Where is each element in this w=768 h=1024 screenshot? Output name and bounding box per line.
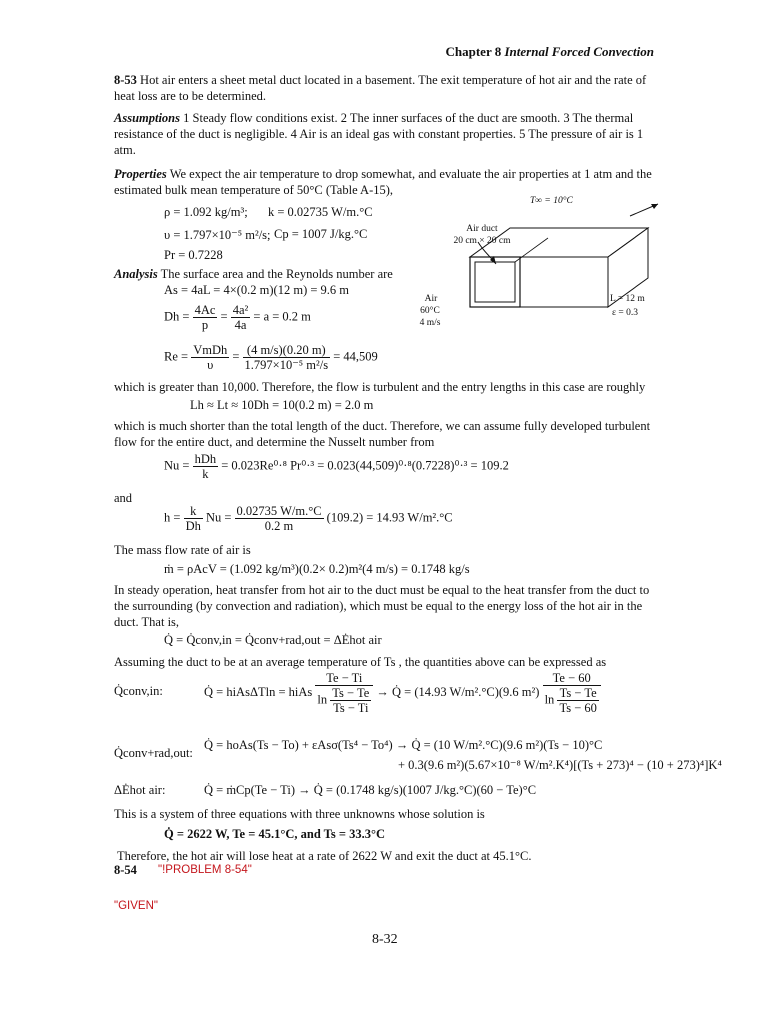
heat-transfer-coefficient-eq: [164, 504, 453, 533]
conv-mid: → Q̇ = (14.93 W/m².°C)(9.6 m²): [376, 684, 540, 699]
nu-frac: $\frac{\text{hDh}}{k}$: [194, 452, 217, 481]
conv-ln-2: ln $\frac{Ts - Te}{Ts - 60}$: [544, 686, 597, 715]
entry-length-eq: Lh ≈ Lt ≈ 10Dh = 10(0.2 m) = 2.0 m: [190, 398, 374, 412]
reynolds-eq: Re = $\frac{\text{VmDh}}{\upsilon}$ = $\frac{(4 m/s)(0.20 m)}{\text{1.797×10⁻⁵ m²/s}}$ = 44,509: [164, 343, 378, 372]
chapter-number: Chapter 8: [445, 44, 502, 59]
energy-balance-eq: Q̇ = Q̇conv,in = Q̇conv+rad,out = ΔĖhot air: [164, 633, 382, 647]
properties-text: We expect the air temperature to drop somewhat, and evaluate the air properties at 1 atm and the estimated bulk mean temperature of 50°C (Table A-15),: [114, 167, 652, 197]
conv-rad-out-eq-line1: Q̇ = hoAs(Ts − To) + εAsσ(Ts⁴ − To⁴) → Q̇ = (10 W/m².°C)(9.6 m²)(Ts − 10)°C: [204, 738, 603, 752]
assumptions: [114, 110, 659, 158]
dh-rhs: = a = 0.2 m: [253, 309, 311, 324]
system-text: This is a system of three equations with three unknowns whose solution is: [114, 807, 485, 821]
conclusion-text: Therefore, the hot air will lose heat at a rate of 2622 W and exit the duct at 45.1°C.: [117, 849, 532, 863]
steady-operation-text: In steady operation, heat transfer from hot air to the duct must be equal to the heat transfer from the duct to the surrounding (by convection and radiation), which must be equal to the energy loss of the hot air in the duct. That is,: [114, 583, 650, 629]
fully-developed-text: which is much shorter than the total length of the duct. Therefore, we can assume fully developed turbulent flow for the entire duct, and determine the Nusselt number from: [114, 419, 651, 449]
page-number: 8-32: [372, 932, 398, 947]
duct-size: 20 cm × 20 cm: [453, 236, 511, 246]
analysis-intro: [114, 266, 444, 282]
nu-lhs: Nu =: [164, 458, 190, 473]
prop-rho: ρ = 1.092 kg/m³;: [164, 205, 248, 219]
hydraulic-diameter-eq: Dh = $\frac{4Ac}{p}$ = $\frac{\text{4a²}}{4a}$ = a = 0.2 m: [164, 303, 311, 332]
h-mid: Nu =: [205, 510, 232, 525]
prop-k: k = 0.02735 W/m.°C: [268, 205, 373, 219]
h-rhs: (109.2) = 14.93 W/m².°C: [326, 510, 453, 525]
emissivity: ε = 0.3: [612, 308, 638, 318]
duct-length: L = 12 m: [610, 294, 645, 304]
prop-nu: υ = 1.797×10⁻⁵ m²/s;: [164, 228, 271, 242]
conv-rad-out-eq-line2: + 0.3(9.6 m²)(5.67×10⁻⁸ W/m².K⁴)[(Ts + 273)⁴ − (10 + 273)⁴]K⁴: [398, 758, 722, 772]
conv-rad-out-label: Q̇conv+rad,out:: [114, 746, 193, 760]
mass-flow-text: The mass flow rate of air is: [114, 543, 251, 557]
prop-cp: Cp = 1007 J/kg.°C: [274, 227, 368, 241]
air-temp: 60°C: [420, 306, 440, 316]
next-problem-title: "!PROBLEM 8-54": [158, 864, 252, 876]
conv-in-eq: [204, 671, 601, 715]
conv-ln-frac-2: $\frac{Ts - Te}{Ts - 60}$: [559, 686, 597, 715]
solution-eq: Q̇ = 2622 W, Te = 45.1°C, and Ts = 33.3°C: [164, 827, 386, 841]
dh-lhs: Dh =: [164, 309, 190, 324]
re-rhs: = 44,509: [333, 349, 378, 364]
hot-air-eq: Q̇ = ṁCp(Te − Ti) → Q̇ = (0.1748 kg/s)(1007 J/kg.°C)(60 − Te)°C: [204, 783, 537, 797]
surface-area-eq: As = 4aL = 4×(0.2 m)(12 m) = 9.6 m: [164, 283, 350, 297]
problem-text: Hot air enters a sheet metal duct located in a basement. The exit temperature of hot air and the rate of heat loss are to be determined.: [114, 73, 647, 103]
duct-drawing: [420, 190, 680, 355]
analysis-text: The surface area and the Reynolds number are: [160, 267, 393, 281]
assumptions-label: Assumptions: [114, 111, 181, 125]
h-frac-2: $\frac{0.02735 W/m.^\circ C}{0.2 m}$: [236, 504, 322, 533]
re-frac-2: $\frac{(4 m/s)(0.20 m)}{\text{1.797×10⁻⁵ m²/s}}$: [244, 343, 329, 372]
chapter-title: Internal Forced Convection: [504, 44, 654, 59]
duct-label: Air duct: [466, 224, 498, 234]
conv-ln-frac-1: $\frac{Ts - Te}{Ts - Ti}$: [332, 686, 370, 715]
prop-pr: Pr = 0.7228: [164, 248, 223, 262]
turbulent-text: which is greater than 10,000. Therefore, the flow is turbulent and the entry lengths in this case are roughly: [114, 380, 646, 394]
dh-frac-2: $\frac{\text{4a²}}{4a}$: [232, 303, 249, 332]
dh-frac-1: $\frac{4Ac}{p}$: [194, 303, 216, 332]
problem-statement: [114, 72, 659, 104]
duct-front-face: [470, 257, 520, 307]
analysis-label: Analysis: [114, 267, 158, 281]
page-header: [446, 44, 655, 60]
nusselt-eq: [164, 452, 509, 481]
hot-air-label: ΔĖhot air:: [114, 783, 166, 797]
nu-rhs: = 0.023Re⁰·⁸ Pr⁰·³ = 0.023(44,509)⁰·⁸(0.7228)⁰·³ = 109.2: [221, 458, 509, 473]
conv-ln-1: ln $\frac{Ts - Te}{Ts - Ti}$: [317, 686, 370, 715]
conv-lhs: Q̇ = hiAsΔTln = hiAs: [204, 684, 313, 699]
air-label: Air: [424, 294, 438, 304]
given-label: "GIVEN": [114, 900, 158, 912]
mass-flow-eq: ṁ = ρAcV = (1.092 kg/m³)(0.2× 0.2)m²(4 m/s) = 0.1748 kg/s: [164, 562, 470, 576]
re-frac-1: $\frac{\text{VmDh}}{\upsilon}$: [193, 343, 228, 372]
t-inf-label: T∞ = 10°C: [530, 196, 573, 206]
and-text: and: [114, 491, 133, 505]
assumptions-text: 1 Steady flow conditions exist. 2 The inner surfaces of the duct are smooth. 3 The thermal resistance of the duct is negligible. 4 Air is an ideal gas with constant properties. 5 The pressure of air is 1 atm.: [114, 111, 644, 157]
conv-frac-1: Te − Ti ln $\frac{Ts - Te}{Ts - Ti}$: [315, 671, 373, 715]
h-lhs: h =: [164, 510, 181, 525]
properties-label: Properties: [114, 167, 167, 181]
problem-number: 8-53: [114, 73, 137, 87]
air-velocity: 4 m/s: [419, 318, 441, 328]
conv-in-label: Q̇conv,in:: [114, 684, 163, 698]
conv-frac-2: Te − 60 ln $\frac{Ts - Te}{Ts - 60}$: [543, 671, 601, 715]
assume-text: Assuming the duct to be at an average temperature of Ts , the quantities above can be expressed as: [114, 655, 607, 669]
re-lhs: Re =: [164, 349, 189, 364]
next-problem-number: 8-54: [114, 863, 137, 877]
h-frac-1: $\frac{k}{Dh}$: [185, 504, 201, 533]
